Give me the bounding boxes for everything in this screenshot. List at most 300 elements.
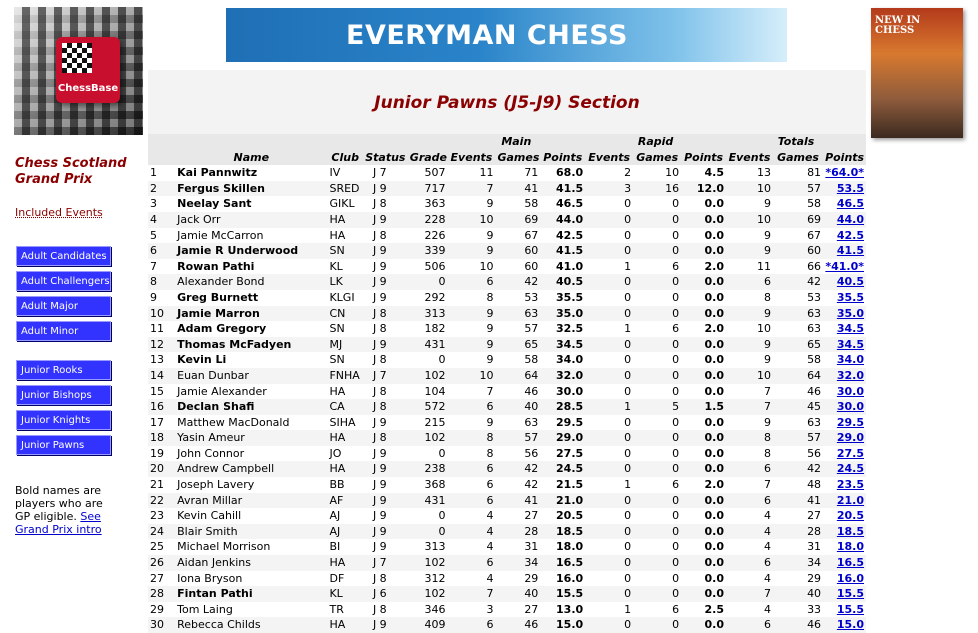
rapid-points-cell: 0.0	[681, 446, 726, 462]
rapid-games-cell: 0	[633, 290, 681, 306]
nav-button-adult-challengers[interactable]: Adult Challengers	[16, 271, 111, 291]
position-cell: 28	[148, 586, 175, 602]
position-cell: 1	[148, 165, 175, 181]
status-cell: J 8	[363, 399, 408, 415]
total-events-cell: 9	[726, 228, 773, 244]
main-events-cell: 10	[447, 212, 495, 228]
total-points-link[interactable]: 27.5	[836, 446, 864, 460]
player-name: Yasin Ameur	[175, 430, 327, 446]
header-main-events: Events	[447, 150, 495, 166]
main-events-cell: 7	[447, 586, 495, 602]
position-cell: 6	[148, 243, 175, 259]
rapid-events-cell: 0	[585, 571, 633, 587]
rapid-events-cell: 1	[585, 477, 633, 493]
total-points-link[interactable]: 40.5	[836, 275, 864, 289]
main-games-cell: 69	[495, 212, 540, 228]
rapid-games-cell: 0	[633, 212, 681, 228]
rapid-points-cell: 0.0	[681, 617, 726, 633]
player-name: Jamie Marron	[175, 306, 327, 322]
rapid-games-cell: 0	[633, 539, 681, 555]
main-points-cell: 24.5	[540, 461, 585, 477]
player-name: Avran Millar	[175, 493, 327, 509]
main-events-cell: 11	[447, 165, 495, 181]
position-cell: 30	[148, 617, 175, 633]
status-cell: J 8	[363, 602, 408, 618]
total-games-cell: 46	[773, 617, 823, 633]
rapid-games-cell: 0	[633, 352, 681, 368]
grand-prix-intro-link[interactable]: See Grand Prix intro	[15, 510, 102, 536]
total-events-cell: 6	[726, 461, 773, 477]
rapid-events-cell: 0	[585, 524, 633, 540]
position-cell: 16	[148, 399, 175, 415]
total-events-cell: 9	[726, 306, 773, 322]
grade-cell: 215	[408, 415, 448, 431]
rapid-points-cell: 0.0	[681, 212, 726, 228]
nav-button-adult-minor[interactable]: Adult Minor	[16, 321, 111, 341]
main-points-cell: 29.5	[540, 415, 585, 431]
rapid-points-cell: 2.0	[681, 477, 726, 493]
table-row	[148, 306, 866, 322]
main-points-cell: 29.0	[540, 430, 585, 446]
total-events-cell: 7	[726, 477, 773, 493]
club-cell: BI	[327, 539, 362, 555]
total-points-link[interactable]: 42.5	[836, 228, 864, 242]
total-points-link[interactable]: 15.5	[836, 587, 864, 601]
total-points-link[interactable]: 34.5	[836, 322, 864, 336]
total-points-link[interactable]: 34.0	[836, 353, 864, 367]
total-points-link[interactable]: 18.0	[836, 540, 864, 554]
rapid-events-cell: 0	[585, 212, 633, 228]
total-games-cell: 60	[773, 243, 823, 259]
rapid-events-cell: 2	[585, 165, 633, 181]
rapid-games-cell: 16	[633, 181, 681, 197]
table-row	[148, 477, 866, 493]
grade-cell: 292	[408, 290, 448, 306]
club-cell: HA	[327, 212, 362, 228]
rapid-points-cell: 0.0	[681, 243, 726, 259]
total-events-cell: 4	[726, 508, 773, 524]
rapid-points-cell: 1.5	[681, 399, 726, 415]
included-events-link[interactable]: Included Events	[15, 206, 103, 219]
nav-button-junior-bishops[interactable]: Junior Bishops	[16, 385, 111, 405]
rapid-points-cell: 4.5	[681, 165, 726, 181]
grade-cell: 0	[408, 352, 448, 368]
table-row	[148, 461, 866, 477]
position-cell: 14	[148, 368, 175, 384]
total-events-cell: 8	[726, 290, 773, 306]
rapid-points-cell: 0.0	[681, 228, 726, 244]
grade-cell: 717	[408, 181, 448, 197]
rapid-points-cell: 0.0	[681, 586, 726, 602]
main-events-cell: 9	[447, 228, 495, 244]
club-cell: IV	[327, 165, 362, 181]
total-points-link[interactable]: 16.0	[836, 571, 864, 585]
main-points-cell: 34.0	[540, 352, 585, 368]
player-name: Neelay Sant	[175, 196, 327, 212]
player-name: Kevin Cahill	[175, 508, 327, 524]
rapid-events-cell: 0	[585, 617, 633, 633]
grade-cell: 102	[408, 368, 448, 384]
nav-button-junior-knights[interactable]: Junior Knights	[16, 410, 111, 430]
results-table	[148, 134, 866, 633]
main-events-cell: 6	[447, 555, 495, 571]
rapid-points-cell: 0.0	[681, 555, 726, 571]
total-games-cell: 46	[773, 384, 823, 400]
rapid-games-cell: 0	[633, 228, 681, 244]
club-cell: BB	[327, 477, 362, 493]
position-cell: 15	[148, 384, 175, 400]
rapid-games-cell: 6	[633, 321, 681, 337]
rapid-events-cell: 1	[585, 259, 633, 275]
grade-cell: 313	[408, 306, 448, 322]
status-cell: J 9	[363, 181, 408, 197]
total-events-cell: 4	[726, 539, 773, 555]
player-name: Kevin Li	[175, 352, 327, 368]
total-events-cell: 10	[726, 212, 773, 228]
grade-cell: 368	[408, 477, 448, 493]
table-row	[148, 493, 866, 509]
main-games-cell: 42	[495, 461, 540, 477]
player-name: Joseph Lavery	[175, 477, 327, 493]
status-cell: J 9	[363, 290, 408, 306]
main-points-cell: 21.0	[540, 493, 585, 509]
rapid-games-cell: 0	[633, 384, 681, 400]
total-points-link[interactable]: 24.5	[836, 462, 864, 476]
total-points-link[interactable]: *64.0*	[825, 166, 864, 180]
grade-cell: 339	[408, 243, 448, 259]
club-cell: HA	[327, 228, 362, 244]
total-points-link[interactable]: 41.5	[836, 244, 864, 258]
total-games-cell: 64	[773, 368, 823, 384]
status-cell: J 9	[363, 212, 408, 228]
rapid-events-cell: 0	[585, 274, 633, 290]
main-points-cell: 41.5	[540, 181, 585, 197]
grade-cell: 104	[408, 384, 448, 400]
club-cell: LK	[327, 274, 362, 290]
player-name: Iona Bryson	[175, 571, 327, 587]
grade-cell: 346	[408, 602, 448, 618]
main-events-cell: 3	[447, 602, 495, 618]
rapid-events-cell: 0	[585, 384, 633, 400]
table-row	[148, 321, 866, 337]
main-games-cell: 65	[495, 337, 540, 353]
rapid-events-cell: 0	[585, 290, 633, 306]
player-name: Alexander Bond	[175, 274, 327, 290]
rapid-points-cell: 0.0	[681, 430, 726, 446]
total-points-link[interactable]: 29.0	[836, 431, 864, 445]
main-games-cell: 64	[495, 368, 540, 384]
total-points-link[interactable]: 15.5	[836, 602, 864, 616]
group-rapid: Rapid	[585, 134, 726, 150]
rapid-points-cell: 0.0	[681, 493, 726, 509]
club-cell: HA	[327, 617, 362, 633]
header-rapid-games: Games	[633, 150, 681, 166]
total-points-link[interactable]: 20.5	[836, 509, 864, 523]
rapid-games-cell: 0	[633, 524, 681, 540]
club-cell: AJ	[327, 508, 362, 524]
nav-button-adult-candidates[interactable]: Adult Candidates	[16, 246, 111, 266]
rapid-points-cell: 0.0	[681, 290, 726, 306]
status-cell: J 9	[363, 539, 408, 555]
rapid-events-cell: 0	[585, 243, 633, 259]
grade-cell: 102	[408, 555, 448, 571]
rapid-games-cell: 10	[633, 165, 681, 181]
total-points-link[interactable]: *41.0*	[825, 259, 864, 273]
main-points-cell: 15.5	[540, 586, 585, 602]
position-cell: 13	[148, 352, 175, 368]
total-points-link[interactable]: 30.0	[836, 384, 864, 398]
rapid-games-cell: 0	[633, 306, 681, 322]
total-games-cell: 57	[773, 181, 823, 197]
club-cell: KL	[327, 586, 362, 602]
club-cell: HA	[327, 384, 362, 400]
status-cell: J 9	[363, 508, 408, 524]
chessbase-logo-badge	[56, 37, 120, 103]
table-row	[148, 259, 866, 275]
main-games-cell: 31	[495, 539, 540, 555]
rapid-games-cell: 0	[633, 493, 681, 509]
main-events-cell: 4	[447, 524, 495, 540]
total-points-link[interactable]: 32.0	[836, 368, 864, 382]
table-row	[148, 274, 866, 290]
table-row	[148, 571, 866, 587]
status-cell: J 8	[363, 430, 408, 446]
status-cell: J 9	[363, 415, 408, 431]
table-row	[148, 430, 866, 446]
club-cell: MJ	[327, 337, 362, 353]
main-points-cell: 40.5	[540, 274, 585, 290]
position-cell: 5	[148, 228, 175, 244]
player-name: Jamie R Underwood	[175, 243, 327, 259]
total-events-cell: 9	[726, 415, 773, 431]
table-row	[148, 399, 866, 415]
status-cell: J 9	[363, 617, 408, 633]
total-games-cell: 69	[773, 212, 823, 228]
table-row	[148, 446, 866, 462]
rapid-events-cell: 1	[585, 602, 633, 618]
total-points-link[interactable]: 44.0	[836, 212, 864, 226]
total-events-cell: 9	[726, 196, 773, 212]
status-cell: J 9	[363, 477, 408, 493]
total-games-cell: 41	[773, 493, 823, 509]
rapid-events-cell: 1	[585, 399, 633, 415]
total-events-cell: 6	[726, 555, 773, 571]
rapid-games-cell: 0	[633, 617, 681, 633]
total-points-link[interactable]: 15.0	[836, 618, 864, 632]
rapid-games-cell: 0	[633, 571, 681, 587]
main-games-cell: 46	[495, 384, 540, 400]
new-in-chess-magazine-ad[interactable]	[871, 8, 963, 138]
chessbase-logo-text: ChessBase	[57, 83, 119, 94]
header-main-games: Games	[497, 150, 540, 164]
status-cell: J 7	[363, 165, 408, 181]
total-games-cell: 40	[773, 586, 823, 602]
total-events-cell: 10	[726, 181, 773, 197]
position-cell: 9	[148, 290, 175, 306]
chessbase-logo[interactable]	[14, 7, 143, 135]
club-cell: AJ	[327, 524, 362, 540]
rapid-points-cell: 0.0	[681, 274, 726, 290]
rapid-events-cell: 0	[585, 306, 633, 322]
nav-button-adult-major[interactable]: Adult Major	[16, 296, 111, 316]
club-cell: DF	[327, 571, 362, 587]
header-status: Status	[363, 150, 408, 166]
main-games-cell: 63	[495, 415, 540, 431]
rapid-events-cell: 0	[585, 446, 633, 462]
main-games-cell: 63	[495, 306, 540, 322]
position-cell: 19	[148, 446, 175, 462]
total-points-link[interactable]: 30.0	[836, 400, 864, 414]
table-row	[148, 228, 866, 244]
club-cell: HA	[327, 555, 362, 571]
total-events-cell: 7	[726, 384, 773, 400]
player-name: Jamie Alexander	[175, 384, 327, 400]
player-name: Fintan Pathi	[175, 586, 327, 602]
nav-button-junior-pawns[interactable]: Junior Pawns	[16, 435, 111, 455]
total-games-cell: 67	[773, 228, 823, 244]
total-points-link[interactable]: 53.5	[836, 181, 864, 195]
total-points-link[interactable]: 23.5	[836, 478, 864, 492]
rapid-games-cell: 0	[633, 274, 681, 290]
rapid-points-cell: 0.0	[681, 524, 726, 540]
table-row	[148, 539, 866, 555]
main-games-cell: 58	[495, 352, 540, 368]
header-name: Name	[175, 150, 327, 166]
total-events-cell: 7	[726, 586, 773, 602]
header-rapid-points: Points	[681, 150, 726, 166]
status-cell: J 9	[363, 446, 408, 462]
total-games-cell: 33	[773, 602, 823, 618]
main-points-cell: 46.5	[540, 196, 585, 212]
main-games-cell: 58	[495, 196, 540, 212]
position-cell: 26	[148, 555, 175, 571]
total-points-link[interactable]: 35.5	[836, 290, 864, 304]
rapid-events-cell: 0	[585, 555, 633, 571]
main-points-cell: 32.5	[540, 321, 585, 337]
club-cell: FNHA	[327, 368, 362, 384]
total-points-link[interactable]: 21.0	[836, 493, 864, 507]
table-row	[148, 555, 866, 571]
status-cell: J 8	[363, 571, 408, 587]
club-cell: SN	[327, 321, 362, 337]
main-points-cell: 44.0	[540, 212, 585, 228]
position-cell: 17	[148, 415, 175, 431]
total-games-cell: 31	[773, 539, 823, 555]
rapid-points-cell: 0.0	[681, 461, 726, 477]
grade-cell: 228	[408, 212, 448, 228]
main-games-cell: 28	[495, 524, 540, 540]
total-events-cell: 6	[726, 493, 773, 509]
rapid-events-cell: 1	[585, 321, 633, 337]
total-games-cell: 63	[773, 415, 823, 431]
grade-cell: 0	[408, 508, 448, 524]
grade-cell: 238	[408, 461, 448, 477]
position-cell: 20	[148, 461, 175, 477]
main-points-cell: 16.5	[540, 555, 585, 571]
total-points-link[interactable]: 34.5	[836, 337, 864, 351]
total-events-cell: 4	[726, 571, 773, 587]
status-cell: J 8	[363, 352, 408, 368]
total-points-link[interactable]: 35.0	[836, 306, 864, 320]
total-games-cell: 56	[773, 446, 823, 462]
rapid-games-cell: 6	[633, 602, 681, 618]
rapid-games-cell: 6	[633, 477, 681, 493]
main-points-cell: 34.5	[540, 337, 585, 353]
everyman-chess-banner[interactable]	[226, 8, 787, 62]
club-cell: AF	[327, 493, 362, 509]
grade-cell: 102	[408, 586, 448, 602]
rapid-games-cell: 0	[633, 415, 681, 431]
rapid-games-cell: 0	[633, 430, 681, 446]
total-games-cell: 45	[773, 399, 823, 415]
table-row	[148, 337, 866, 353]
main-events-cell: 8	[447, 430, 495, 446]
table-row	[148, 181, 866, 197]
main-games-cell: 29	[495, 571, 540, 587]
header-total-games: Games	[773, 150, 823, 166]
club-cell: HA	[327, 461, 362, 477]
player-name: Rowan Pathi	[175, 259, 327, 275]
rapid-points-cell: 0.0	[681, 352, 726, 368]
total-points-link[interactable]: 29.5	[836, 415, 864, 429]
rapid-games-cell: 6	[633, 259, 681, 275]
rapid-games-cell: 0	[633, 243, 681, 259]
table-group-header	[148, 134, 866, 150]
status-cell: J 8	[363, 306, 408, 322]
table-row	[148, 212, 866, 228]
nav-button-junior-rooks[interactable]: Junior Rooks	[16, 360, 111, 380]
main-events-cell: 8	[447, 446, 495, 462]
player-name: Michael Morrison	[175, 539, 327, 555]
position-cell: 2	[148, 181, 175, 197]
rapid-games-cell: 0	[633, 555, 681, 571]
total-points-link[interactable]: 18.5	[836, 524, 864, 538]
status-cell: J 8	[363, 321, 408, 337]
grade-cell: 409	[408, 617, 448, 633]
table-row	[148, 352, 866, 368]
main-points-cell: 35.5	[540, 290, 585, 306]
rapid-points-cell: 0.0	[681, 539, 726, 555]
grade-cell: 313	[408, 539, 448, 555]
total-games-cell: 42	[773, 461, 823, 477]
status-cell: J 7	[363, 368, 408, 384]
main-events-cell: 9	[447, 321, 495, 337]
total-events-cell: 8	[726, 430, 773, 446]
status-cell: J 9	[363, 524, 408, 540]
club-cell: HA	[327, 430, 362, 446]
grade-cell: 507	[408, 165, 448, 181]
main-points-cell: 27.5	[540, 446, 585, 462]
rapid-events-cell: 0	[585, 430, 633, 446]
main-points-cell: 68.0	[540, 165, 585, 181]
rapid-points-cell: 12.0	[681, 181, 726, 197]
total-points-link[interactable]: 46.5	[836, 197, 864, 211]
rapid-points-cell: 0.0	[681, 508, 726, 524]
status-cell: J 6	[363, 586, 408, 602]
rapid-games-cell: 5	[633, 399, 681, 415]
table-row	[148, 508, 866, 524]
main-games-cell: 67	[495, 228, 540, 244]
club-cell: KLGI	[327, 290, 362, 306]
table-row	[148, 617, 866, 633]
total-points-link[interactable]: 16.5	[836, 556, 864, 570]
table-row	[148, 290, 866, 306]
status-cell: J 9	[363, 243, 408, 259]
grade-cell: 0	[408, 446, 448, 462]
main-games-cell: 60	[495, 243, 540, 259]
player-name: Blair Smith	[175, 524, 327, 540]
status-cell: J 9	[363, 337, 408, 353]
